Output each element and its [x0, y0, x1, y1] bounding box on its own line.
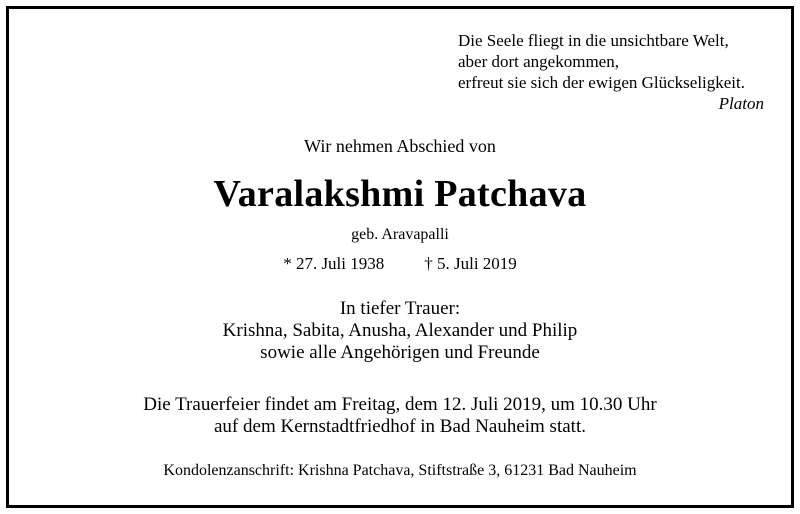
ceremony-line-1: Die Trauerfeier findet am Freitag, dem 12. Juli 2019, um 10.30 Uhr: [143, 394, 657, 415]
quote-line-1: Die Seele fliegt in die unsichtbare Welt,: [458, 31, 729, 50]
mourners-block: [0, 298, 800, 364]
life-dates: [0, 254, 800, 274]
quote-block: [458, 30, 764, 114]
mourner-names: Krishna, Sabita, Anusha, Alexander und Philip: [222, 320, 578, 341]
birth-name: geb. Aravapalli: [351, 226, 449, 243]
condolence-address: Kondolenzanschrift: Krishna Patchava, Stiftstraße 3, 61231 Bad Nauheim: [163, 462, 637, 479]
quote-line-2: aber dort angekommen,: [458, 52, 619, 71]
ceremony-block: [0, 394, 800, 438]
mourning-heading: In tiefer Trauer:: [339, 298, 461, 319]
quote-line-3: erfreut sie sich der ewigen Glückseligkeit.: [458, 73, 746, 92]
deceased-name: Varalakshmi Patchava: [213, 173, 587, 215]
death-date: † 5. Juli 2019: [424, 254, 517, 273]
intro-text: Wir nehmen Abschied von: [304, 136, 496, 156]
birth-date: * 27. Juli 1938: [283, 254, 385, 273]
mourner-others: sowie alle Angehörigen und Freunde: [260, 342, 540, 363]
ceremony-line-2: auf dem Kernstadtfriedhof in Bad Nauheim statt.: [214, 416, 586, 437]
quote-author: Platon: [718, 94, 764, 113]
